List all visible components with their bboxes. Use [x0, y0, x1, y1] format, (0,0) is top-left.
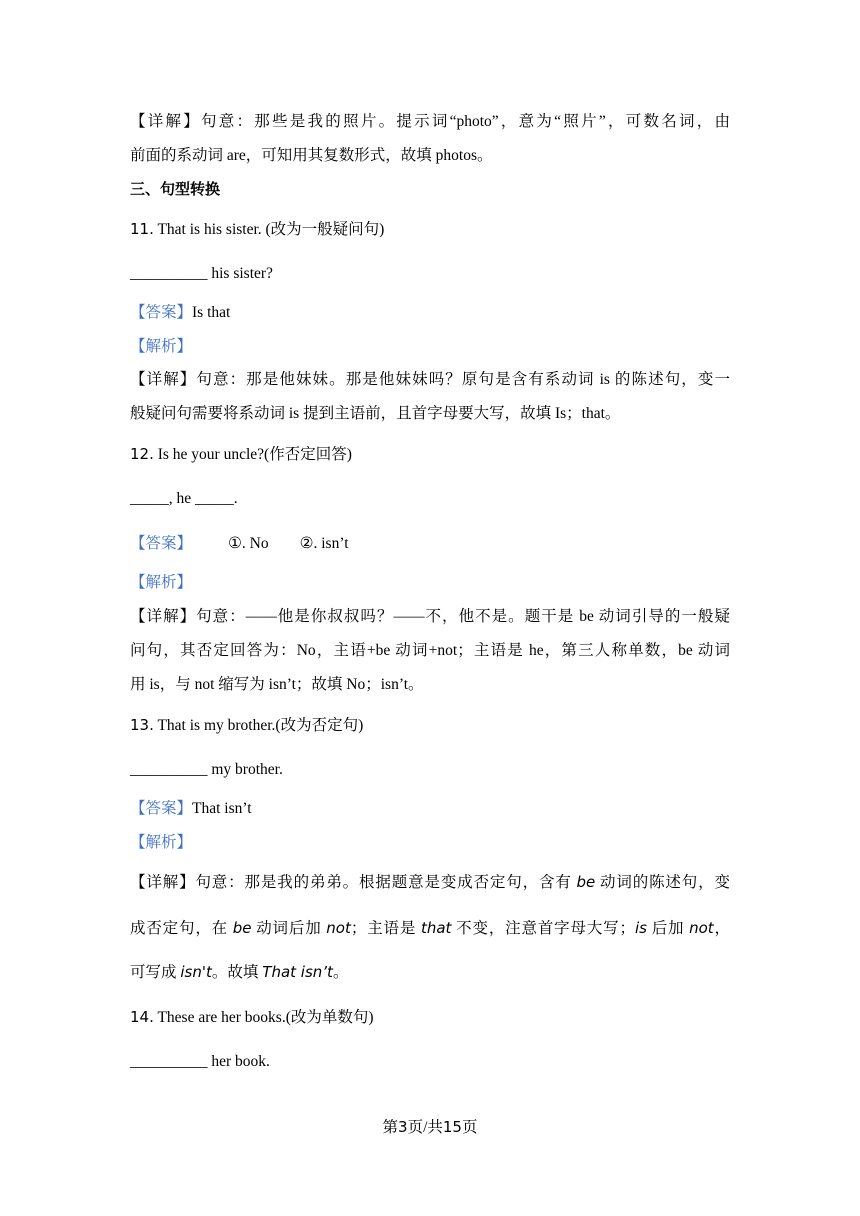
answer-option-2: ②. isn’t [299, 535, 349, 552]
detail-text: 动词的陈述句，变 [599, 874, 731, 891]
section-title: 三、句型转换 [130, 180, 221, 198]
q11-detail-line-2: 般疑问句需要将系动词 is 提到主语前，且首字母要大写，故填 Is；that。 [130, 405, 621, 422]
detail-text: 【详解】句意：那是我的弟弟。根据题意是变成否定句，含有 [130, 874, 572, 891]
q13-analysis-tag: 【解析】 [130, 834, 193, 851]
detail-keyword: isn't [180, 963, 212, 981]
detail-keyword: be [576, 873, 596, 891]
answer-tag: 【答案】 [130, 800, 193, 817]
detail-keyword: that [420, 919, 452, 937]
detail-keyword: is [635, 919, 647, 937]
question-number: 11. [130, 220, 154, 238]
question-13 [130, 715, 363, 736]
footer-text: 页 [461, 1119, 478, 1136]
detail-text: 不变，注意首字母大写； [456, 920, 636, 937]
detail-text: 动词后加 [256, 920, 322, 937]
footer-text: 页/共 [407, 1119, 443, 1136]
detail-keyword: be [232, 919, 252, 937]
q13-detail-line-2 [130, 918, 730, 939]
question-11 [130, 219, 384, 240]
q10-detail-line-1: 【详解】句意：那些是我的照片。提示词“photo”，意为“照片”，可数名词，由 [130, 113, 730, 130]
q12-detail-line-2: 问句，其否定回答为：No，主语+be 动词+not；主语是 he，第三人称单数，be 动词 [130, 642, 730, 659]
detail-text: 可写成 [130, 964, 177, 981]
detail-text: 成否定句，在 [130, 920, 229, 937]
q13-detail-line-3 [130, 962, 348, 983]
detail-text: 。 [332, 964, 349, 981]
page-number: 3 [398, 1118, 408, 1136]
detail-text: 后加 [651, 920, 685, 937]
detail-keyword: not [326, 919, 351, 937]
q12-detail-line-1: 【详解】句意：——他是你叔叔吗？——不，他不是。题干是 be 动词引导的一般疑 [130, 608, 730, 625]
page-footer [0, 1117, 860, 1138]
q13-blank: __________ my brother. [130, 761, 283, 778]
question-text: Is he your uncle?(作否定回答) [153, 446, 352, 463]
question-number: 13. [130, 716, 154, 734]
question-text: These are her books.(改为单数句) [153, 1009, 374, 1026]
detail-keyword: That isn’t [262, 963, 333, 981]
answer-text: That isn’t [192, 800, 252, 817]
question-number: 14. [130, 1008, 154, 1026]
q12-detail-line-3: 用 is，与 not 缩写为 isn’t；故填 No；isn’t。 [130, 676, 424, 693]
q13-detail-line-1 [130, 872, 730, 893]
question-number: 12. [130, 445, 154, 463]
total-pages: 15 [442, 1118, 462, 1136]
detail-text: ， [713, 920, 731, 937]
answer-option-1: ①. No [228, 535, 269, 552]
q11-blank: __________ his sister? [130, 265, 273, 282]
q13-answer [130, 799, 252, 819]
answer-text: Is that [192, 304, 231, 321]
question-12 [130, 444, 352, 465]
q12-blank: _____, he _____. [130, 490, 238, 507]
q10-detail-line-2: 前面的系动词 are，可知用其复数形式，故填 photos。 [130, 147, 493, 164]
q11-answer [130, 303, 230, 323]
q11-analysis-tag: 【解析】 [130, 338, 193, 355]
detail-text: ；主语是 [350, 920, 417, 937]
detail-text: 。故填 [211, 964, 259, 981]
q12-analysis-tag: 【解析】 [130, 574, 193, 591]
question-text: That is my brother.(改为否定句) [153, 717, 364, 734]
q14-blank: __________ her book. [130, 1053, 270, 1070]
footer-text: 第 [382, 1119, 399, 1136]
q11-detail-line-1: 【详解】句意：那是他妹妹。那是他妹妹吗？原句是含有系动词 is 的陈述句，变一 [130, 371, 730, 388]
question-14 [130, 1007, 374, 1028]
detail-keyword: not [689, 919, 714, 937]
q12-answer [130, 534, 349, 554]
answer-tag: 【答案】 [130, 304, 193, 321]
answer-tag: 【答案】 [130, 535, 193, 552]
question-text: That is his sister. (改为一般疑问句) [153, 221, 385, 238]
